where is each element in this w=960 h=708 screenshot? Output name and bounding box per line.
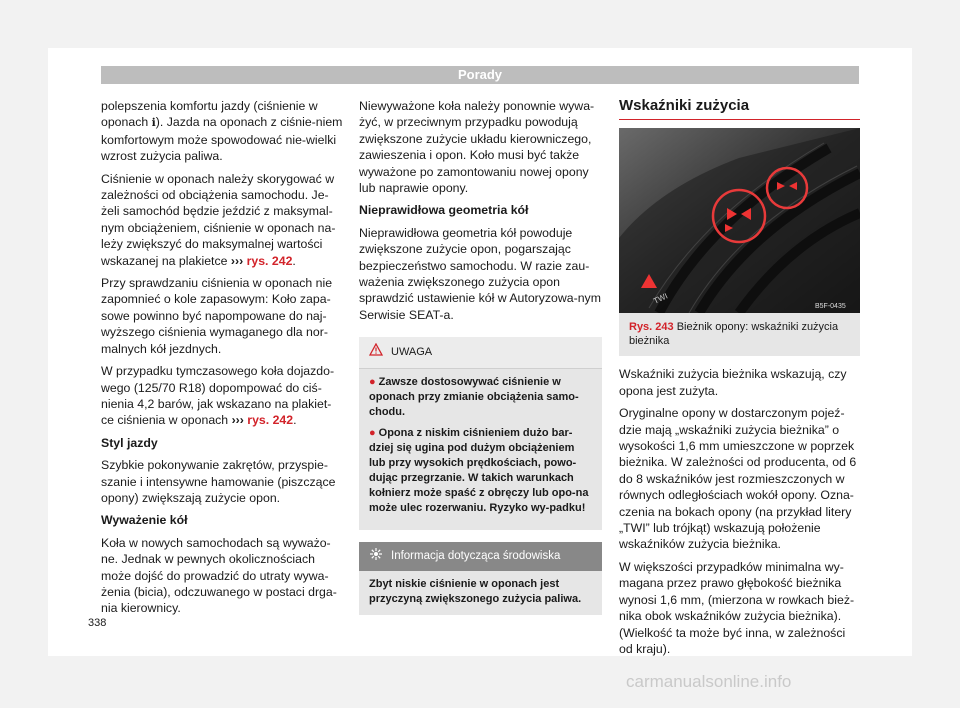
column-3 [619,98,860,663]
page-header: Porady [101,66,859,84]
bullet-icon: ● [369,426,376,439]
watermark: carmanualsonline.info [626,672,792,691]
paragraph: W większości przypadków minimalna wy-magana przez prawo głębokość bieżnika wynosi 1,6 mm, (mierzona w rowkach bież-nika obok wskaźników zużycia bieżnika). (Wielkość ta może być inna, w zależności od kraju). [619,559,855,656]
subheading: Styl jazdy [101,435,158,450]
warning-body [359,369,602,530]
column-2 [359,98,602,615]
warning-header [359,337,602,368]
paragraph: W przypadku tymczasowego koła dojazdo-wego (125/70 R18) dopompować do ciś-nienia 4,2 barów, jak wskazano na plakiet-ce ciśnienia w oponach ››› rys. 242. [101,364,335,428]
paragraph: polepszenia komfortu jazdy (ciśnienie w oponach ℹ). Jazda na oponach z ciśnie-niem komfortowym może spowodować nie-wielki wzrost zużycia paliwa. [101,99,343,164]
tire-tread-image [619,128,860,313]
link-arrows-icon: ››› [230,253,244,268]
link-arrows-icon: ››› [231,413,244,428]
info-icon: ℹ [151,117,156,130]
svg-text:TWI: TWI [652,291,670,307]
figure-code: B5F-0435 [815,303,846,311]
warning-triangle-icon [369,343,383,361]
bullet-icon: ● [369,375,376,388]
paragraph: Oryginalne opony w dostarczonym pojeź-dzie mają „wskaźniki zużycia bieżnika” o wysokości 1,6 mm umieszczone w poprzek bieżnika. W zależności od producenta, od 6 do 8 wskaźników jest rozmieszczonych w równych odległościach wokół opony. Ozna-czenia na bokach opony (na przykład litery „TWI” lub trójkąt) wskazują położenie wskaźników zużycia bieżnika. [619,406,857,552]
figure-number: Rys. 243 [629,321,674,334]
page-number: 338 [88,617,107,629]
paragraph: Nieprawidłowa geometria kół powoduje zwiększone zużycie opon, pogarszając bezpieczeństwo samochodu. W razie zau-ważenia zwiększonego zużycia opon sprawdzić ustawienie kół w Autoryzowa-nym Serwisie SEAT-a. [359,225,601,322]
warning-title: UWAGA [391,346,433,359]
paragraph: Przy sprawdzaniu ciśnienia w oponach nie zapomnieć o kole zapasowym: Koło zapa-sowe powinno być napompowane do naj-wyższego ciśnienia wymaganego dla nor-malnych kół jezdnych. [101,276,333,356]
figure-caption: Rys. 243 Bieżnik opony: wskaźniki zużycia bieżnika [629,321,839,348]
leaf-icon [369,547,383,566]
paragraph: Ciśnienie w oponach należy skorygować w zależności od obciążenia samochodu. Je-żeli samochód będzie jeździć z maksymal-nym obciążeniem, ciśnienie w oponach na-leży zwiększyć do maksymalnej wartości wskazanej na plakietce ››› rys. 242. [101,171,336,268]
figure-link[interactable]: rys. 242 [247,413,294,428]
environment-note-box [359,542,602,615]
warning-box [359,337,602,529]
subheading: Nieprawidłowa geometria kół [359,203,529,218]
paragraph: Niewyważone koła należy ponownie wywa-żyć, w przeciwnym przypadku powodują zwiększone zużycie układu kierowniczego, zawieszenia i opon. Koło musi być także wyważone po zamontowaniu nowej opony lub naprawie opony. [359,99,595,196]
paragraph: Wskaźniki zużycia bieżnika wskazują, czy opona jest zużyta. [619,367,847,398]
paragraph: Koła w nowych samochodach są wyważo-ne. Jednak w pewnych okolicznościach może dojść do prowadzić do utraty wywa-żenia (bicia), odczuwanego w postaci drga-nia kierownicy. [101,535,337,616]
paragraph: Szybkie pokonywanie zakrętów, przyspie-szanie i intensywne hamowanie (piszczące opony) zwiększają zużycie opon. [101,458,336,505]
subheading: Wyważenie kół [101,513,188,528]
section-title: Wskaźniki zużycia [619,98,860,120]
column-1 [101,98,343,623]
figure-link[interactable]: rys. 242 [246,253,293,268]
environment-note-body: Zbyt niskie ciśnienie w oponach jest przyczyną zwiększonego zużycia paliwa. [369,578,582,606]
environment-note-title: Informacja dotycząca środowiska [391,550,561,563]
figure [619,128,860,356]
warning-item: ● Zawsze dostosowywać ciśnienie w oponach przy zmianie obciążenia samo-chodu. [369,375,579,418]
warning-item: ● Opona z niskim ciśnieniem dużo bar-dziej się ugina pod dużym obciążeniem lub przy wysokich prędkościach, powo-dując przegrzanie. W takich warunkach kołnierz może spaść z obręczy lub opo-na może ulec rozerwaniu. Ryzyko wy-padku! [369,426,589,514]
environment-note-header [359,542,602,571]
